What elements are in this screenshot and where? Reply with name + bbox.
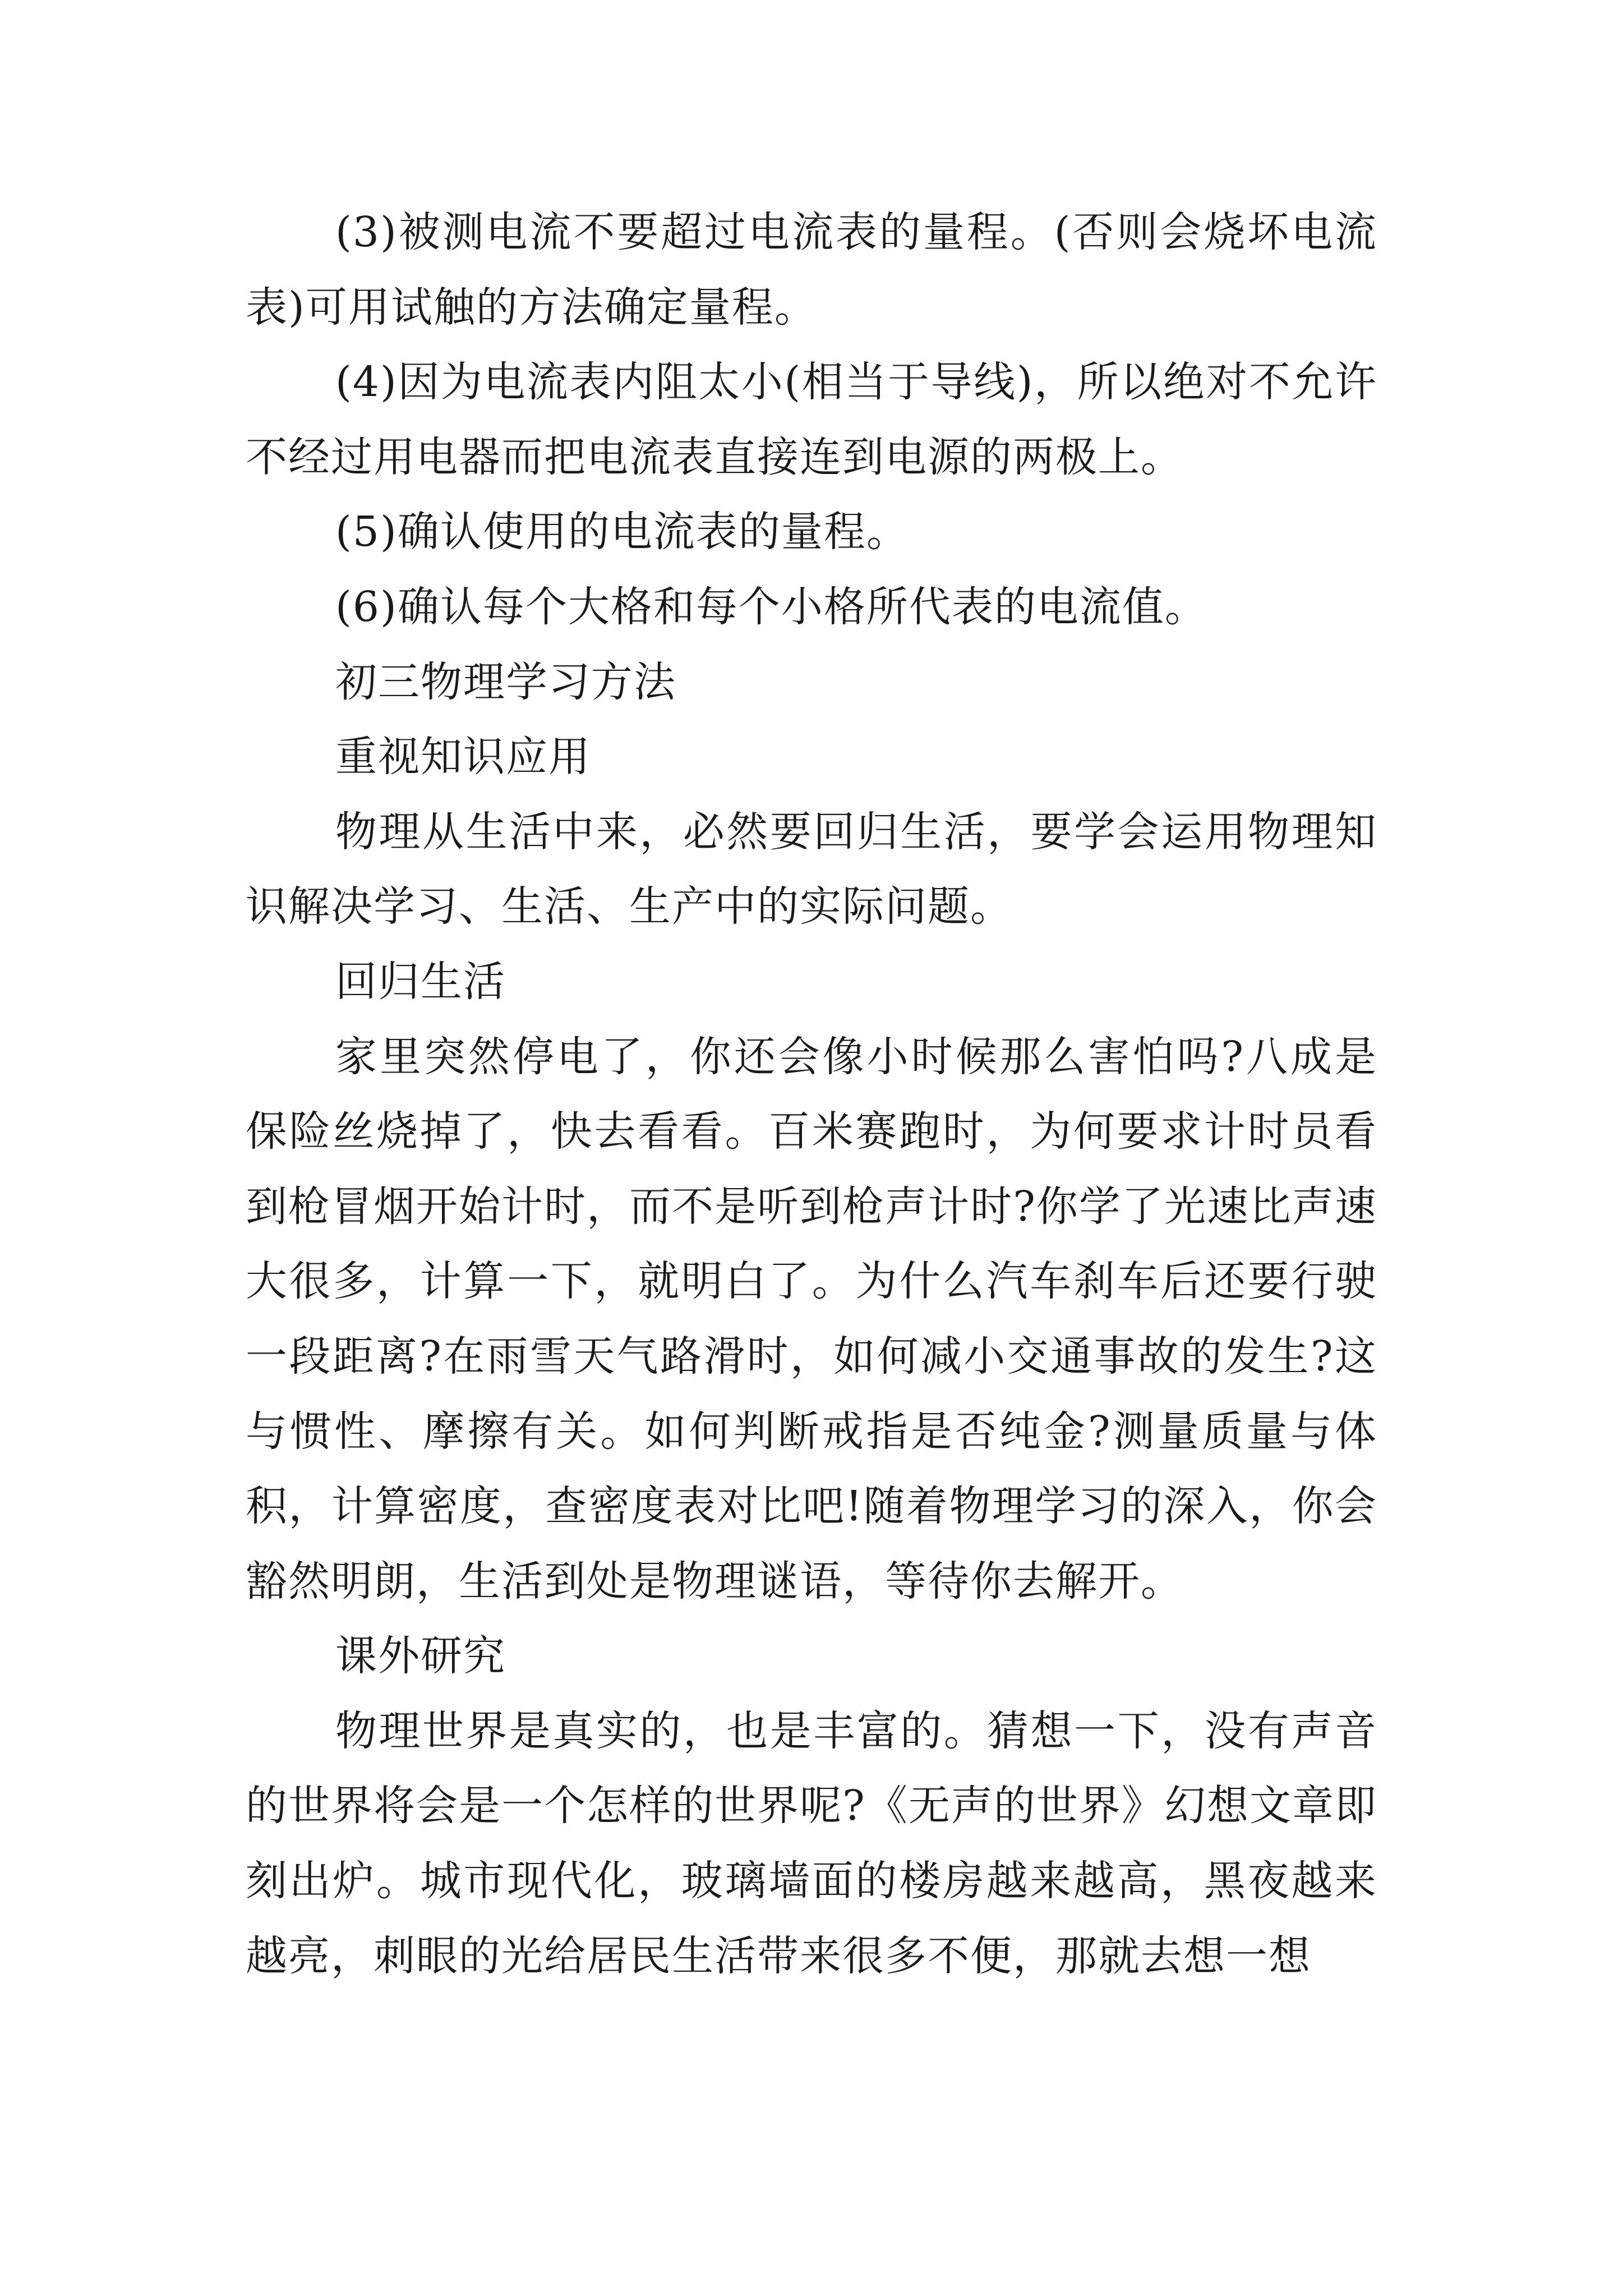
section-heading-study-methods: 初三物理学习方法	[335, 657, 676, 706]
paragraph-ammeter-resistance: (4)因为电流表内阻太小(相当于导线)，所以绝对不允许不经过用电器而把电流表直接连到电源的两极上。	[246, 358, 1377, 481]
subheading-knowledge-application: 重视知识应用	[335, 733, 591, 781]
paragraph-ammeter-range: (3)被测电流不要超过电流表的量程。(否则会烧坏电流表)可用试触的方法确定量程。	[246, 208, 1377, 332]
body-text	[246, 195, 1377, 1994]
paragraph-confirm-range: (5)确认使用的电流表的量程。	[335, 508, 909, 556]
paragraph-knowledge-application: 物理从生活中来，必然要回归生活，要学会运用物理知识解决学习、生活、生产中的实际问题。	[246, 807, 1377, 931]
paragraph-extracurricular-research: 物理世界是真实的，也是丰富的。猜想一下，没有声音的世界将会是一个怎样的世界呢?《无声的世界》幻想文章即刻出炉。城市现代化，玻璃墙面的楼房越来越高，黑夜越来越亮，刺眼的光给居民生活带来很多不便，那就去想一想	[246, 1706, 1377, 1980]
subheading-return-to-life: 回归生活	[335, 957, 506, 1006]
paragraph-confirm-scale: (6)确认每个大格和每个小格所代表的电流值。	[335, 582, 1207, 631]
subheading-extracurricular-research: 课外研究	[335, 1632, 506, 1681]
paragraph-return-to-life: 家里突然停电了，你还会像小时候那么害怕吗?八成是保险丝烧掉了，快去看看。百米赛跑时，为何要求计时员看到枪冒烟开始计时，而不是听到枪声计时?你学了光速比声速大很多，计算一下，就明白了。为什么汽车刹车后还要行驶一段距离?在雨雪天气路滑时，如何减小交通事故的发生?这与惯性、摩擦有关。如何判断戒指是否纯金?测量质量与体积，计算密度，查密度表对比吧!随着物理学习的深入，你会豁然明朗，生活到处是物理谜语，等待你去解开。	[246, 1032, 1377, 1605]
